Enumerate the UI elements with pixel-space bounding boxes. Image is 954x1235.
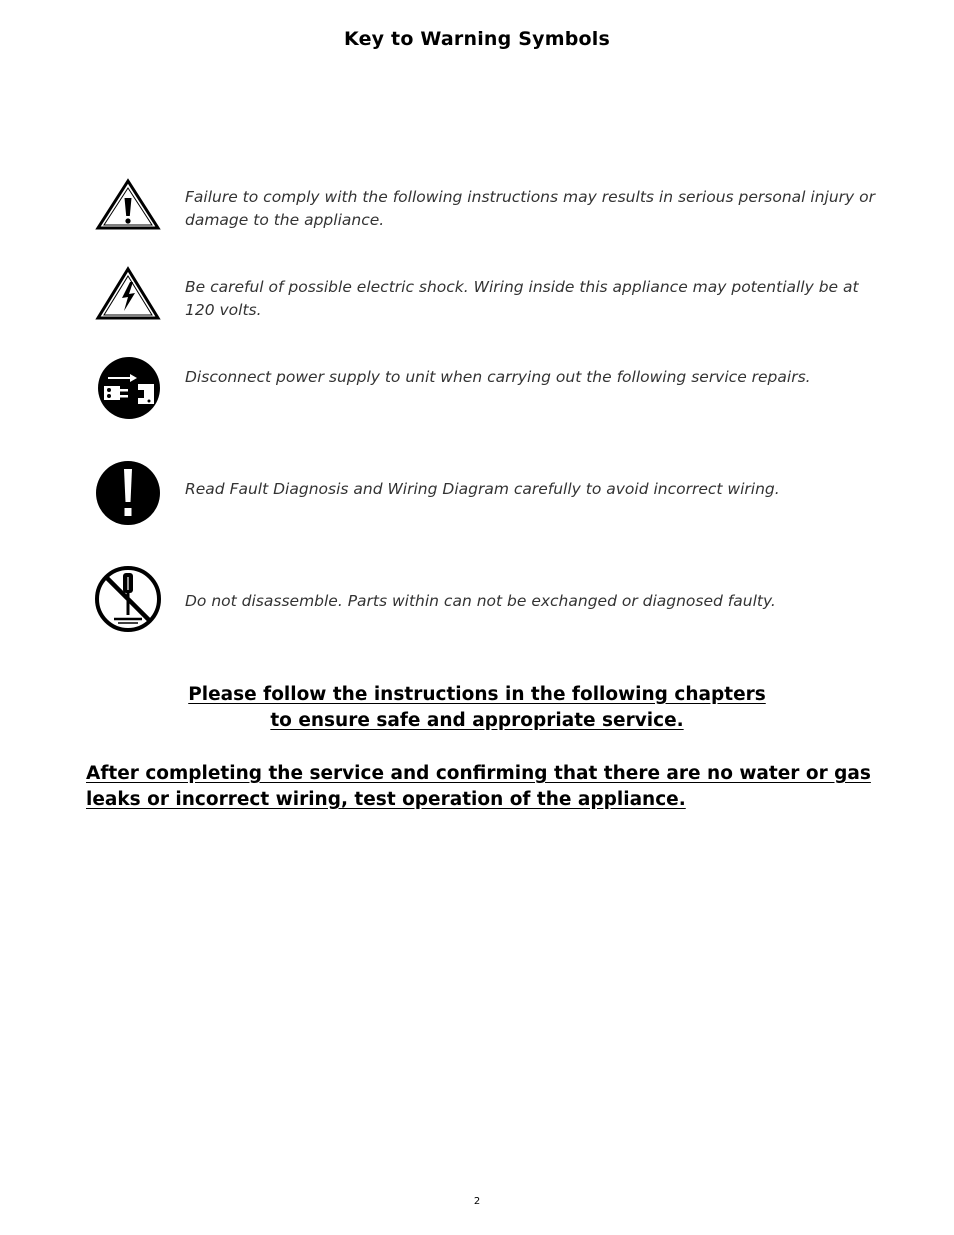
mandatory-exclamation-icon [94, 460, 162, 528]
symbol-text-warning: Failure to comply with the following instructions may results in serious personal injury or damage to the appliance. [185, 188, 875, 229]
symbol-row-electric-shock [90, 266, 890, 346]
instructions-line-1: Please follow the instructions in the following chapters [188, 684, 766, 705]
symbol-text-electric-shock: Be careful of possible electric shock. Wiring inside this appliance may potentially be at 120 volts. [185, 278, 859, 319]
after-service-notice [86, 761, 876, 813]
symbol-text-do-not-disassemble: Do not disassemble. Parts within can not be exchanged or diagnosed faulty. [185, 592, 776, 610]
instructions-notice [0, 682, 954, 734]
warning-triangle-icon [94, 178, 162, 246]
symbol-text-disconnect-power: Disconnect power supply to unit when carrying out the following service repairs. [185, 368, 811, 386]
after-service-text: After completing the service and confirming that there are no water or gas leaks or incorrect wiring, test operation of the appliance. [86, 763, 871, 810]
page-number: 2 [473, 1196, 481, 1207]
page-title: Key to Warning Symbols [343, 28, 611, 50]
symbol-row-mandatory [90, 460, 890, 540]
symbol-row-disconnect-power [90, 354, 890, 434]
disconnect-power-icon [94, 354, 162, 422]
electric-shock-icon [94, 266, 162, 334]
symbol-row-do-not-disassemble [90, 565, 890, 645]
instructions-line-2: to ensure safe and appropriate service. [270, 710, 684, 731]
symbol-text-mandatory: Read Fault Diagnosis and Wiring Diagram carefully to avoid incorrect wiring. [185, 480, 780, 498]
symbol-row-warning [90, 178, 890, 258]
do-not-disassemble-icon [94, 565, 162, 633]
